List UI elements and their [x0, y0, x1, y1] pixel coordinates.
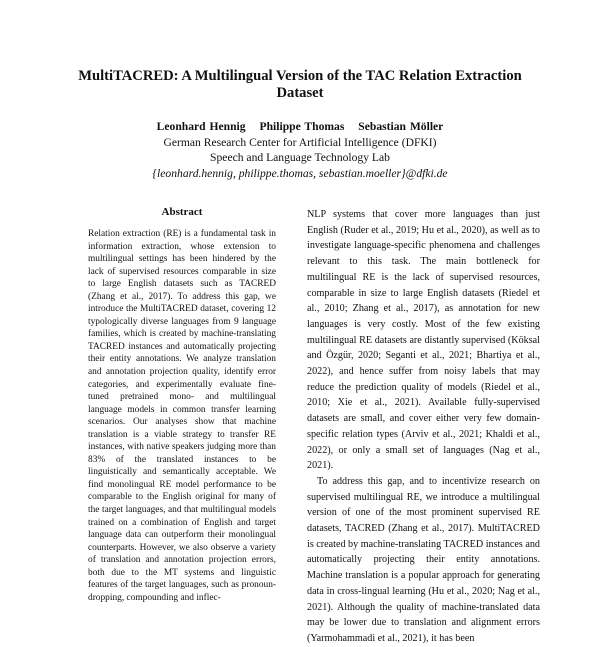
body-paragraph: NLP systems that cover more languages than just English (Ruder et al., 2019; Hu et al., 2020), as well as to investigate language-specific phenomena and challenges relevant to this task. The main bottleneck for multilingual RE is the lack of supervised resources, comparable in size to large English datasets (Riedel et al., 2010; Zhang et al., 2017), as annotation for new languages is very costly. Most of the few existing multilingual RE datasets are distantly supervised (Köksal and Özgür, 2020; Seganti et al., 2021; Bhartiya et al., 2022), and hence suffer from noisy labels that may reduce the prediction quality of models (Riedel et al., 2010; Xie et al., 2021). Available fully-supervised datasets are small, and cover either very few domain-specific relation types (Arviv et al., 2021; Khaldi et al., 2022), or only a small set of languages (Nag et al., 2021). [307, 209, 540, 472]
left-column [88, 205, 276, 604]
author-block [60, 119, 540, 181]
author-name: Sebastian Möller [358, 120, 444, 133]
body-paragraph: To address this gap, and to incentivize research on supervised multilingual RE, we introduce a multilingual version of one of the most prominent supervised RE datasets, TACRED (Zhang et al., 2017). MultiTACRED is created by machine-translating TACRED instances and automatically projecting their entity annotations. Machine translation is a popular approach for generating data in cross-lingual learning (Hu et al., 2020; Nag et al., 2021). Although the quality of machine-translated data may be lower due to translation and alignment errors (Yarmohammadi et al., 2021), it has been [307, 475, 540, 644]
author-emails: {leonhard.hennig, philippe.thomas, sebastian.moeller}@dfki.de [152, 166, 448, 180]
author-name: Philippe Thomas [259, 120, 345, 133]
affiliation: German Research Center for Artificial Intelligence (DFKI) [163, 135, 437, 149]
lab-name: Speech and Language Technology Lab [210, 151, 390, 164]
author-name: Leonhard Hennig [156, 120, 246, 133]
right-column [307, 207, 540, 647]
abstract-heading: Abstract [161, 206, 203, 218]
author-names [60, 119, 540, 135]
paper-title: MultiTACRED: A Multilingual Version of the TAC Relation Extraction Dataset [78, 68, 522, 101]
abstract-text: Relation extraction (RE) is a fundamental task in information extraction, whose extension to multilingual settings has been hindered by the lack of supervised resources comparable in size to large English datasets such as TACRED (Zhang et al., 2017). To address this gap, we introduce the MultiTACRED dataset, covering 12 typologically diverse languages from 9 language families, which is created by machine-translating TACRED instances and automatically projecting their entity annotations. We analyze translation and annotation projection quality, identify error categories, and experimentally evaluate fine-tuned pretrained mono- and multilingual language models in common transfer learning scenarios. Our analyses show that machine translation is a viable strategy to transfer RE instances, with native speakers judging more than 83% of the translated instances to be linguistically and semantically acceptable. We find monolingual RE model performance to be comparable to the English original for many of the target languages, and that multilingual models trained on a combination of English and target language data can outperform their monolingual counterparts. However, we also observe a variety of translation and annotation projection errors, both due to the MT systems and linguistic features of the target languages, such as pronoun-dropping, compounding and inflec- [88, 229, 276, 603]
